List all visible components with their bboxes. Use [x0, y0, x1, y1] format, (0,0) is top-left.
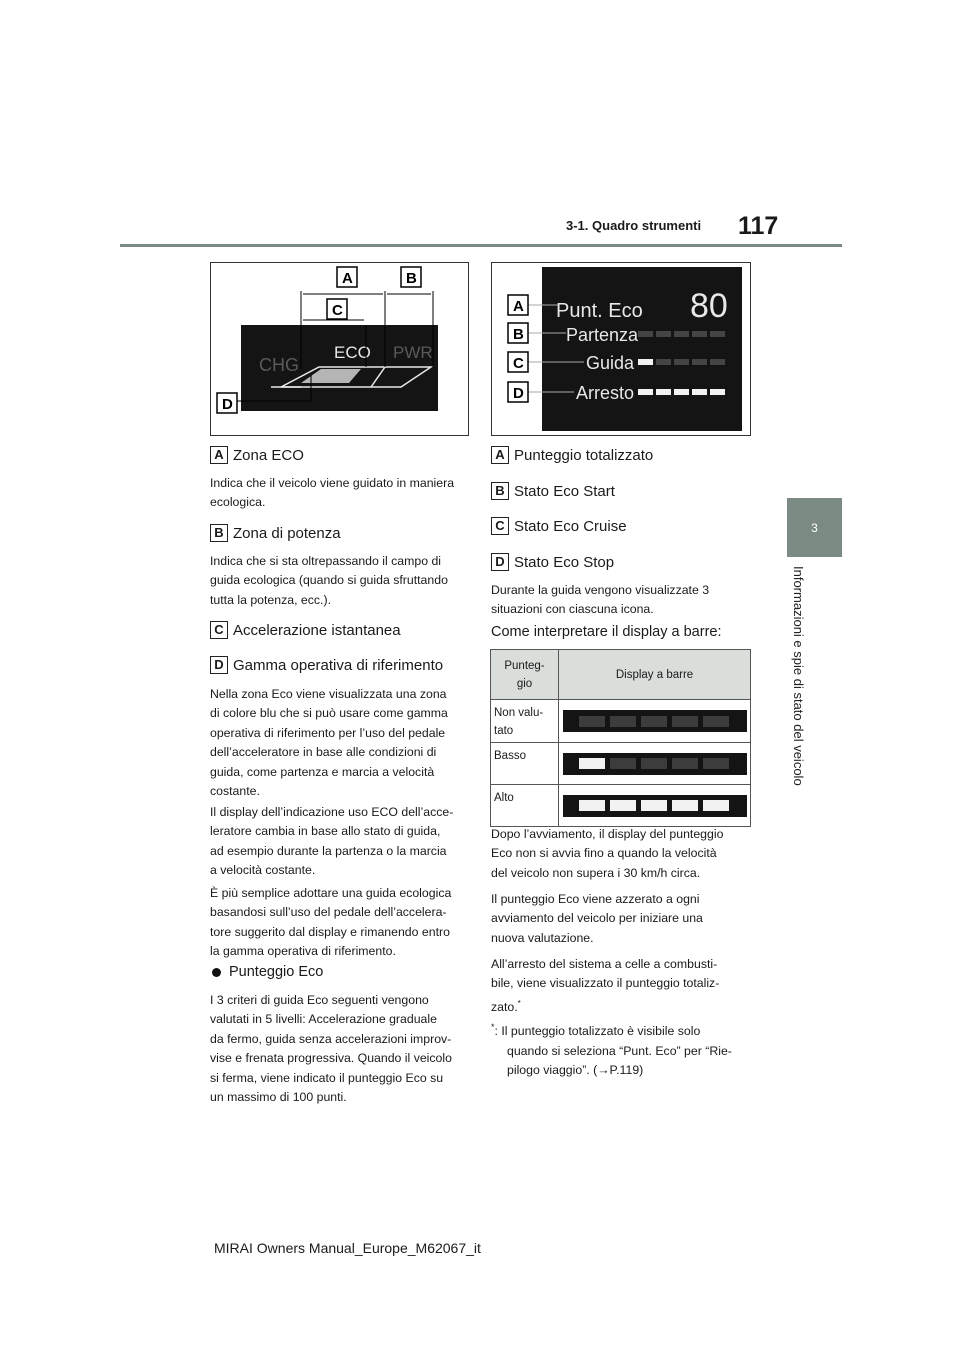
desc-b: Indica che si sta oltrepassando il campo di guida ecologica (quando si guida sfruttando tutta la potenza, ecc.). — [210, 554, 448, 607]
item-c2-label: C Stato Eco Cruise — [491, 517, 627, 535]
bar-display-subhead: Come interpretare il display a barre: — [491, 624, 722, 640]
section-title: 3-1. Quadro strumenti — [566, 218, 702, 233]
bar-arresto — [638, 389, 725, 395]
item-b-label: B Zona di potenza — [210, 524, 341, 542]
header-rule — [120, 244, 842, 247]
table-row: Alto — [491, 785, 751, 827]
eco-score-figure — [491, 262, 751, 436]
score-bar-cell — [656, 389, 671, 395]
footer-doc-id: MIRAI Owners Manual_Europe_M62067_it — [214, 1240, 481, 1256]
eco-zone-diagram — [211, 263, 468, 435]
score-title: Punt. Eco — [556, 300, 643, 322]
row-guida: Guida — [586, 353, 635, 373]
score-bar-cell — [638, 331, 653, 337]
page-number: 117 — [738, 212, 779, 240]
score-bar-cell — [710, 331, 725, 337]
score-bar-cell — [692, 331, 707, 337]
desc-shutdown: All’arresto del sistema a celle a combusti- bile, viene visualizzato il punteggio totaliz- zato.* — [491, 957, 720, 1014]
bar-cell — [579, 758, 605, 769]
bar-cell — [672, 758, 698, 769]
bar-strip-not-rated — [563, 710, 747, 732]
score-bar-cell — [692, 389, 707, 395]
score-bar-cell — [638, 389, 653, 395]
bar-cell — [610, 716, 636, 727]
chg-label: CHG — [259, 355, 299, 375]
bar-cell — [610, 758, 636, 769]
bar-cell — [641, 716, 667, 727]
figure-badge-b: B — [406, 270, 417, 287]
table-header-score: Punteg- gio — [491, 650, 559, 700]
score-bar-cell — [674, 331, 689, 337]
bar-cell — [610, 800, 636, 811]
desc-after-start: Dopo l’avviamento, il display del punteggio Eco non si avvia fino a quando la velocità del veicolo non supera i 30 km/h circa. — [491, 827, 724, 880]
bullet-dot-icon — [212, 968, 221, 977]
score-bar-cell — [638, 359, 653, 365]
table-row: Basso — [491, 743, 751, 785]
eco-label: ECO — [334, 343, 371, 362]
score-bar-cell — [692, 359, 707, 365]
score-bar-cell — [656, 359, 671, 365]
row-arresto: Arresto — [576, 383, 635, 403]
bar-cell — [641, 800, 667, 811]
bar-cell — [641, 758, 667, 769]
table-header-bars: Display a barre — [559, 650, 751, 700]
bullet-punteggio-eco: Punteggio Eco — [212, 964, 323, 980]
bar-cell — [703, 758, 729, 769]
bar-cell — [672, 800, 698, 811]
desc-d3: È più semplice adottare una guida ecologica basandosi sull’uso del pedale dell’accelera- tore suggerito dal display e rimanendo entro la gamma operativa di riferimento. — [210, 886, 452, 959]
score-bar-cell — [674, 359, 689, 365]
bar-cell — [579, 800, 605, 811]
eco-score-diagram — [492, 263, 750, 435]
score-bar-cell — [710, 389, 725, 395]
bar-cell — [579, 716, 605, 727]
figure-badge-d: D — [222, 396, 233, 413]
row-partenza: Partenza — [566, 325, 639, 345]
figure-badge-c: C — [332, 302, 343, 319]
bar-cell — [703, 800, 729, 811]
chapter-title: Informazioni e spie di stato del veicolo — [791, 566, 806, 786]
desc-a: Indica che il veicolo viene guidato in maniera ecologica. — [210, 476, 455, 510]
chapter-number: 3 — [811, 520, 818, 535]
eco-zone-figure — [210, 262, 469, 436]
bar-display-table — [490, 649, 751, 827]
bar-partenza — [638, 331, 725, 337]
bar-cell — [672, 716, 698, 727]
item-d-label: D Gamma operativa di riferimento — [210, 656, 443, 674]
item-a2-label: A Punteggio totalizzato — [491, 446, 653, 464]
bar-strip-low — [563, 753, 747, 775]
footnote: *: Il punteggio totalizzato è visibile solo quando si seleziona “Punt. Eco” per “Rie- pilogo viaggio”. (→P.119) — [491, 1022, 732, 1077]
table-row: Non valu- tato — [491, 700, 751, 743]
score-value: 80 — [690, 287, 728, 325]
pwr-label: PWR — [393, 343, 433, 362]
score-bar-cell — [656, 331, 671, 337]
table-header-row — [491, 650, 751, 700]
figure-badge-c2: C — [513, 355, 524, 372]
desc-d2: Il display dell’indicazione uso ECO dell’acce- leratore cambia in base allo stato di guida, ad esempio durante la partenza o la marcia a velocità costante. — [210, 805, 454, 878]
item-d2-label: D Stato Eco Stop — [491, 553, 614, 571]
bar-strip-high — [563, 795, 747, 817]
figure-badge-a: A — [342, 270, 353, 287]
item-c-label: C Accelerazione istantanea — [210, 621, 401, 639]
figure-badge-b2: B — [513, 326, 524, 343]
bar-cell — [703, 716, 729, 727]
desc-situations: Durante la guida vengono visualizzate 3 situazioni con ciascuna icona. — [491, 583, 710, 617]
figure-badge-a2: A — [513, 298, 524, 315]
bar-guida — [638, 359, 725, 365]
bullet-desc: I 3 criteri di guida Eco seguenti vengono valutati in 5 livelli: Accelerazione graduale da fermo, guida senza accelerazioni improv- vise e frenata progressiva. Quando il veicolo si ferma, viene indicato il punteggio Eco su un massimo di 100 punti. — [210, 993, 452, 1105]
score-bar-cell — [710, 359, 725, 365]
chapter-tab[interactable] — [787, 498, 842, 557]
figure-badge-d2: D — [513, 385, 524, 402]
item-a-label: A Zona ECO — [210, 446, 304, 464]
score-bar-cell — [674, 389, 689, 395]
desc-reset: Il punteggio Eco viene azzerato a ogni avviamento del veicolo per iniziare una nuova valutazione. — [491, 892, 703, 945]
desc-d1: Nella zona Eco viene visualizzata una zona di colore blu che si può usare come gamma operativa di riferimento per l’uso del pedale dell’acceleratore in base alle condizioni di guida, come partenza e marcia a velocità costante. — [210, 687, 448, 799]
item-b2-label: B Stato Eco Start — [491, 482, 615, 500]
